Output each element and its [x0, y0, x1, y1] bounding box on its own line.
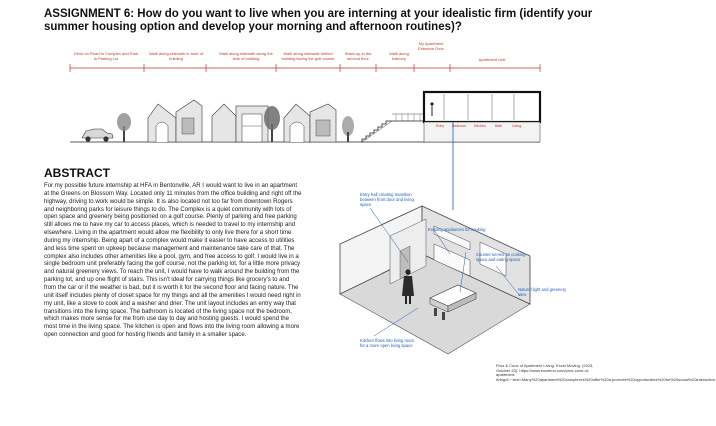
sequence-label-side: Walk along sidewalk along the side of building [219, 51, 273, 61]
room-label-kitchen: Kitchen [474, 124, 486, 128]
car-icon [82, 129, 113, 142]
tree-icon [117, 113, 131, 142]
sequence-label-unit: Apartment Unit [478, 57, 506, 62]
room-label-entry: Entry [436, 124, 445, 128]
abstract-heading: ABSTRACT [44, 166, 110, 180]
callout-counter: Counter serves as cooking space and eating space [476, 252, 526, 262]
callout-entry-hall: Entry hall creating transition between front door and living space [360, 192, 414, 207]
abstract-body: For my possible future internship at HFA in Bentonville, AR I would want to live in an apartment at the Greens on Blossom Way. Located only 11 minutes from the office building and right off the highway, driving to work would be simple. It is also located not too far from downtown Rogers and neighboring parks for leisure things to do. The Complex is a quiet community with lots of open space and greenery being positioned on a golf course. Plenty of parking and free parking still allows me to have my car to access places, which is needed to travel to my internship and elsewhere. Living in the apartment would allow me flexibility to only live there for a short time during my internship. Being apart of a complex would make it easier to have access to utilities and less time spent on upkeep because management and maintenance take care of that. The complex also includes other amenities like a pool, gym, and free access to golf. I would live in a single bedroom unit preferably facing the golf course, not the parking lot, for a little more privacy and natural greenery views. To reach the unit, I would have to walk around the building from the parking lot, and up one flight of stairs. This isn't ideal for carrying things like grocery's to and from the car or if the weather is bad, but it is worth it for the second floor and facing nature. The unit itself includes plenty of closet space for my things and all the amenities I would need right in my unit, like a stove to cook and a washer and drier. The unit layout includes an entry way that transitions into the living space. The bathroom is located of the living space not the bedroom, which makes more sense for me from use day to day and hosting guests. I would spend the most time in the living space. The kitchen is open and flows into the living room allowing a more open connection and good for hosting friends and family in a smaller space. [44, 183, 302, 339]
sequence-label-balcony: Walk along balcony [389, 51, 409, 61]
sequence-label-front: Walk along sidewalk in front of building [149, 51, 203, 61]
callout-kitchen-flow: Kitchen flows into living room for a more open living space [360, 338, 414, 348]
sequence-label-door: My Apartment Entrance Door [418, 41, 444, 51]
room-label-bath: Bath [495, 124, 503, 128]
citation-text: Pros & Cons of Apartment Living. Excel Moving. (2023, October 20). https://www.excelmo.com/pros-cons-of-apartment-living/#:~:text=Many%20apartment%20complexes%20offer%20a,promote%20opportunities%20for%20social%20interaction. [496, 363, 716, 383]
room-label-living: Living [512, 124, 522, 128]
callout-appliances: Existing appliances for cooking [428, 227, 486, 232]
assignment-title: ASSIGNMENT 6: How do you want to live when you are interning at your idealistic firm (identify your summer housing option and develop your morning and afternoon routines)? [44, 8, 593, 33]
callout-natural-light: Natural light and greenery view [518, 287, 567, 297]
sequence-label-behind: Walk along sidewalk behind building facing the golf course [281, 51, 335, 61]
sequence-label-stairs: Stairs up to the second floor [344, 51, 372, 61]
sequence-label-drive: Drive on Road to Complex and Park in Parking Lot [73, 51, 139, 61]
room-label-bedroom: Bedroom [452, 124, 467, 128]
